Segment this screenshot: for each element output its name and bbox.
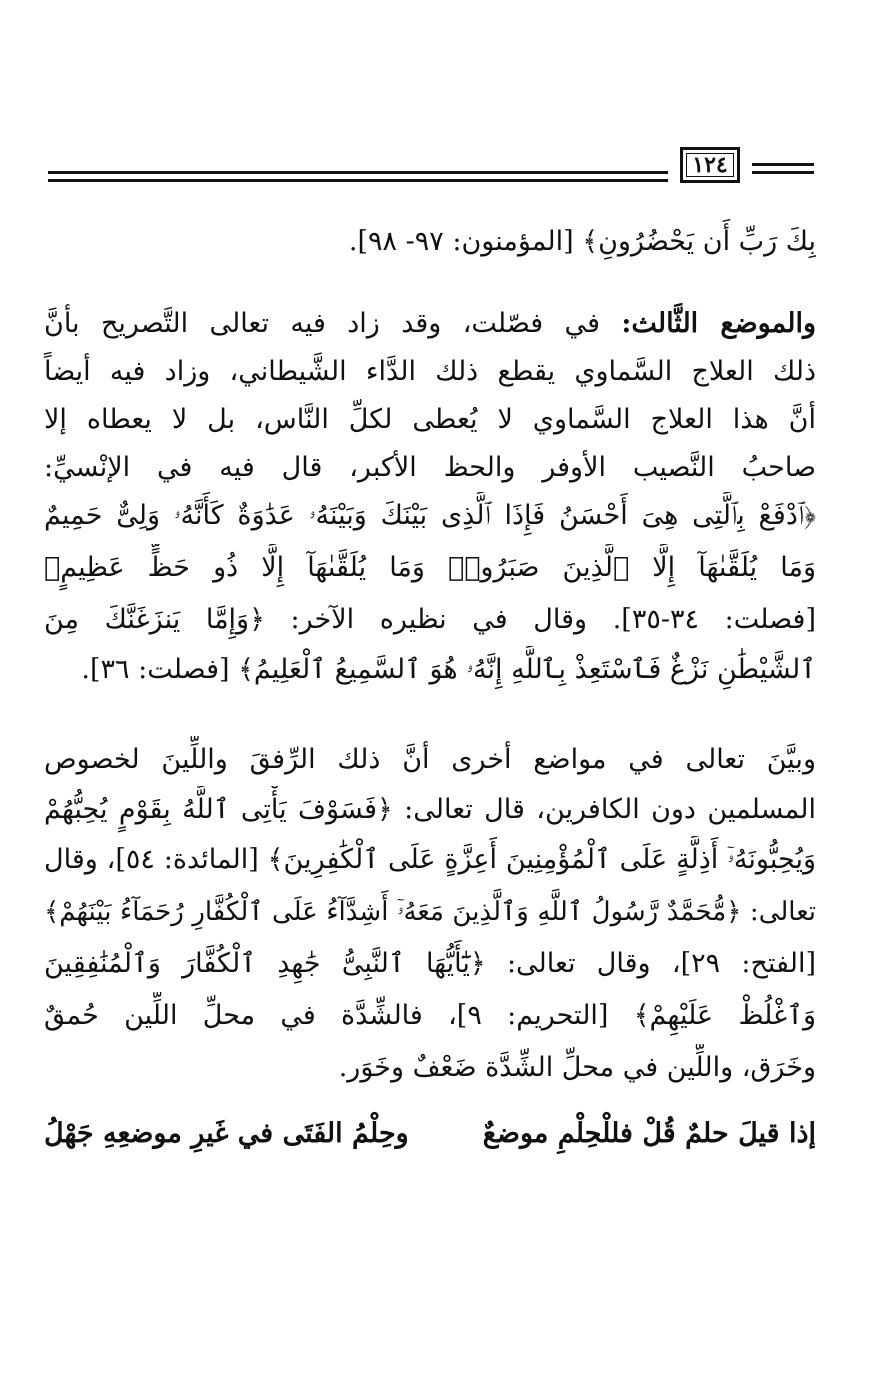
text-line-3: ذلك العلاج السَّماوي يقطع ذلك الدَّاء الشَّيطاني، وزاد فيه أيضاً <box>44 356 816 387</box>
section-label: والموضع الثَّالث: <box>621 308 816 339</box>
text-line-11: المسلمين دون الكافرين، قال تعالى: ﴿فَسَوْفَ يَأْتِى ٱللَّهُ بِقَوْمٍ يُحِبُّهُمْ <box>44 794 816 825</box>
quran-line-7: وَمَا يُلَقَّىٰهَآ إِلَّا ٱلَّذِينَ صَبَرُوا۟ وَمَا يُلَقَّىٰهَآ إِلَّا ذُو حَظٍّ عَظِيمٍ﴾ <box>44 552 816 583</box>
text-line-12: وَيُحِبُّونَهُۥٓ أَذِلَّةٍ عَلَى ٱلْمُؤْمِنِينَ أَعِزَّةٍ عَلَى ٱلْكَٰفِرِينَ﴾ [المائدة: ٥٤]، وقال <box>44 844 816 875</box>
poem-verse <box>44 1110 816 1158</box>
header-rule-right-bottom <box>752 171 814 174</box>
page-number-box <box>680 147 740 183</box>
header-rule-right-top <box>752 163 814 166</box>
page-number: ١٢٤ <box>692 152 728 178</box>
text-line-1: بِكَ رَبِّ أَن يَحْضُرُونِ﴾ [المؤمنون: ٩٧- ٩٨]. <box>348 226 816 257</box>
quran-line-6: ﴿ٱدْفَعْ بِٱلَّتِى هِىَ أَحْسَنُ فَإِذَا ٱلَّذِى بَيْنَكَ وَبَيْنَهُۥ عَدَٰوَةٌ كَأَنَّهُۥ وَلِىٌّ حَمِيمٌ <box>44 500 816 531</box>
header-rule-left-top <box>48 171 668 174</box>
text-line-13: تعالى: ﴿مُّحَمَّدٌ رَّسُولُ ٱللَّهِ وَٱلَّذِينَ مَعَهُۥٓ أَشِدَّآءُ عَلَى ٱلْكُفَّارِ رُحَمَآءُ بَيْنَهُمْ﴾ <box>44 897 816 927</box>
text-line-14: [الفتح: ٢٩]، وقال تعالى: ﴿يَٰٓأَيُّهَا ٱلنَّبِىُّ جَٰهِدِ ٱلْكُفَّارَ وَٱلْمُنَٰفِقِينَ <box>44 948 816 979</box>
text-line-15: وَٱغْلُظْ عَلَيْهِمْ﴾ [التحريم: ٩]، فالشِّدَّة في محلِّ اللِّين حُمقٌ <box>44 1000 816 1031</box>
text-line-10: وبيَّنَ تعالى في مواضع أخرى أنَّ ذلك الرِّفقَ واللِّينَ لخصوص <box>44 744 816 775</box>
text-line-2 <box>44 300 816 348</box>
poem-hemistich-1: إذا قيلَ حلمٌ قُلْ فللْحِلْمِ موضعٌ <box>482 1118 816 1149</box>
text-line-8: [فصلت: ٣٤-٣٥]. وقال في نظيره الآخر: ﴿وَإِمَّا يَنزَغَنَّكَ مِنَ <box>44 604 816 635</box>
text-line-16: وخَرَق، واللِّين في محلِّ الشِّدَّة ضَعْفٌ وخَوَر. <box>338 1052 816 1083</box>
header-rule-left-bottom <box>48 179 668 182</box>
text-line-4: أنَّ هذا العلاج السَّماوي لا يُعطى لكلِّ النَّاس، بل لا يعطاه إلا <box>44 404 816 435</box>
text-line-2-rest: في فصّلت، وقد زاد فيه تعالى التَّصريح بأنَّ <box>44 308 600 339</box>
text-line-5: صاحبُ النَّصيب الأوفر والحظ الأكبر، قال فيه في الإنْسيِّ: <box>44 452 816 483</box>
text-line-9: ٱلشَّيْطَٰنِ نَزْغٌ فَٱسْتَعِذْ بِٱللَّهِ إِنَّهُۥ هُوَ ٱلسَّمِيعُ ٱلْعَلِيمُ﴾ [فصلت: ٣٦]. <box>81 654 816 685</box>
poem-hemistich-2: وحِلْمُ الفَتَى في غَيرِ موضعِهِ جَهْلُ <box>44 1118 409 1149</box>
